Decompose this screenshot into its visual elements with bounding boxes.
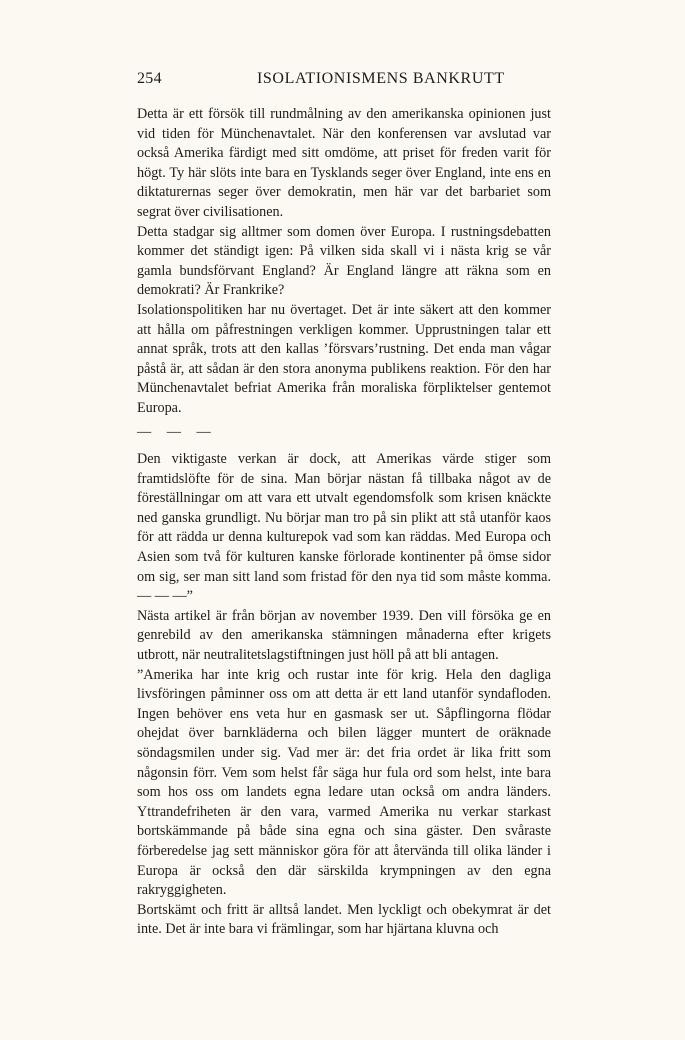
paragraph: Detta stadgar sig alltmer som domen över Europa. I rustningsdebatten kommer det ständigt igen: På vilken sida skall vi i nästa krig se vår gamla bundsförvant England? Är England längre att räkna som en demokrati? Är Frankrike? bbox=[137, 223, 551, 299]
paragraph: Den viktigaste verkan är dock, att Amerikas värde stiger som framtidslöfte för de sina. Man börjar nästan få tillbaka något av de föreställningar om att vara ett utvalt egendomsfolk som krisen knäckte ned ganska grundligt. Nu börjar man tro på sin plikt att stå utanför kaos för att rädda ur denna kulturepok vad som kan räddas. Med Europa och Asien som två för kulturen kanske förlorade kontinenter på ömse sidor om sig, ser man sitt land som fristad för den nya tid som måste komma. — — —” bbox=[137, 451, 551, 605]
page-number: 254 bbox=[137, 70, 162, 87]
paragraph: Isolationspolitiken har nu övertaget. Det är inte säkert att den kommer att hålla om påfrestningen verkligen kommer. Upprustningen talar ett annat språk, trots att den kallas ’försvars’rustning. Det enda man vågar påstå är, att sådan är den stora anonyma publikens reaktion. För den har Münchenavtalet befriat Amerika från moraliska förpliktelser gentemot Europa. bbox=[137, 301, 551, 416]
section-break: — — — bbox=[137, 423, 217, 440]
running-head: ISOLATIONISMENS BANKRUTT bbox=[257, 70, 505, 87]
page-header bbox=[137, 70, 551, 94]
book-page bbox=[137, 70, 551, 940]
paragraph: Detta är ett försök till rundmålning av den amerikanska opinionen just vid tiden för Münchenavtalet. När den konferensen var avslutad var också Amerika färdigt med sitt omdöme, att priset för freden varit för högt. Ty här slöts inte bara en Tysklands seger över England, inte ens en diktaturernas seger över demokratin, men här var det barbariet som segrat över civilisationen. bbox=[137, 106, 551, 220]
paragraph: Nästa artikel är från början av november 1939. Den vill försöka ge en genrebild av den amerikanska stämningen månaderna efter krigets utbrott, när neutralitetslagstiftningen just höll på att bli antagen. bbox=[137, 607, 551, 664]
paragraph: Bortskämt och fritt är alltså landet. Men lyckligt och obekymrat är det inte. Det är inte bara vi främlingar, som har hjärtana kluvna och bbox=[137, 901, 551, 938]
body-text bbox=[137, 105, 551, 940]
paragraph: ”Amerika har inte krig och rustar inte för krig. Hela den dagliga livsföringen påminner oss om att detta är ett land utanför syndafloden. Ingen behöver ens veta hur en gasmask ser ut. Såpflingorna flödar ohejdat över barnkläderna och bilen lägger muntert de oräknade söndagsmilen under sig. Vad mer är: det fria ordet är lika fritt som någonsin förr. Vem som helst får säga hur fula ord som helst, inte bara som hos oss om landets egna ledare utan också om andra länders. Yttrandefriheten är den vara, varmed Amerika nu verkar starkast bortskämmande på både sina egna och sina gäster. Den svåraste förberedelse jag sett människor göra för att återvända till olika länder i Europa är också den där särskilda krympningen av den egna rakryggigheten. bbox=[137, 666, 551, 899]
